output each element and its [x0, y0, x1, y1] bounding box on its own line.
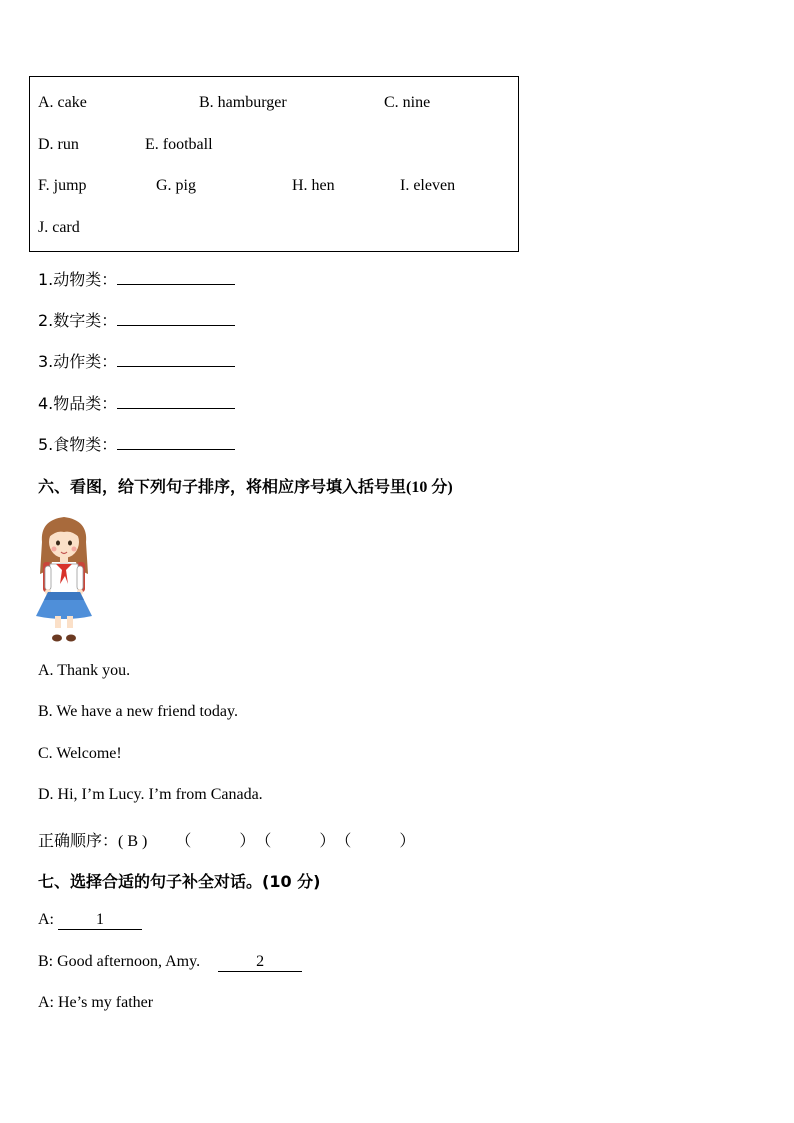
- answer-blank[interactable]: [117, 311, 235, 326]
- answer-blank[interactable]: [117, 352, 235, 367]
- word-option: I. eleven: [400, 177, 456, 194]
- order-row: [38, 828, 415, 851]
- word-option: B. hamburger: [199, 94, 287, 111]
- section-6-score: (10 分): [406, 479, 453, 496]
- category-row: [38, 391, 235, 414]
- word-option: F. jump: [38, 177, 87, 194]
- category-label: 1.动物类：: [38, 270, 118, 289]
- dialog-blank[interactable]: 2: [218, 953, 302, 972]
- answer-blank[interactable]: [117, 270, 235, 285]
- word-option: H. hen: [292, 177, 335, 194]
- section-7-heading: 七、选择合适的句子补全对话。(10 分): [38, 872, 321, 891]
- sentence-option: D. Hi, I’m Lucy. I’m from Canada.: [38, 786, 263, 803]
- word-option: G. pig: [156, 177, 196, 194]
- category-row: [38, 267, 235, 290]
- order-blank[interactable]: （ ）: [175, 831, 256, 850]
- dialog-line: [38, 994, 153, 1012]
- order-first: ( B ): [118, 833, 148, 850]
- girl-illustration: [34, 512, 96, 644]
- category-label: 5.食物类：: [38, 435, 118, 454]
- word-option: A. cake: [38, 94, 87, 111]
- category-label: 2.数字类：: [38, 311, 118, 330]
- dialog-speaker: A:: [38, 994, 58, 1011]
- answer-blank[interactable]: [117, 394, 235, 409]
- order-blank[interactable]: （ ）: [335, 831, 416, 850]
- sentence-option: C. Welcome!: [38, 745, 122, 762]
- dialog-line: [38, 911, 142, 930]
- sentence-option: B. We have a new friend today.: [38, 703, 238, 720]
- category-label: 3.动作类：: [38, 352, 118, 371]
- order-label: 正确顺序：: [38, 831, 119, 850]
- section-6-title: 六、看图，给下列句子排序，将相应序号填入括号里: [38, 477, 407, 496]
- dialog-speaker: A:: [38, 911, 58, 928]
- order-blank[interactable]: （ ）: [255, 831, 336, 850]
- word-option: D. run: [38, 136, 79, 153]
- sentence-option: A. Thank you.: [38, 662, 131, 679]
- section-6-heading: [38, 474, 453, 497]
- dialog-speaker: B:: [38, 953, 58, 970]
- dialog-text: He’s my father: [58, 994, 154, 1011]
- word-option: J. card: [38, 219, 80, 236]
- category-row: [38, 308, 235, 331]
- word-option: C. nine: [384, 94, 431, 111]
- category-label: 4.物品类：: [38, 394, 118, 413]
- dialog-line: [38, 953, 302, 972]
- category-row: [38, 349, 235, 372]
- category-row: [38, 432, 235, 455]
- dialog-text: Good afternoon, Amy.: [57, 953, 201, 970]
- dialog-blank[interactable]: 1: [58, 911, 142, 930]
- answer-blank[interactable]: [117, 435, 235, 450]
- word-option: E. football: [145, 136, 213, 153]
